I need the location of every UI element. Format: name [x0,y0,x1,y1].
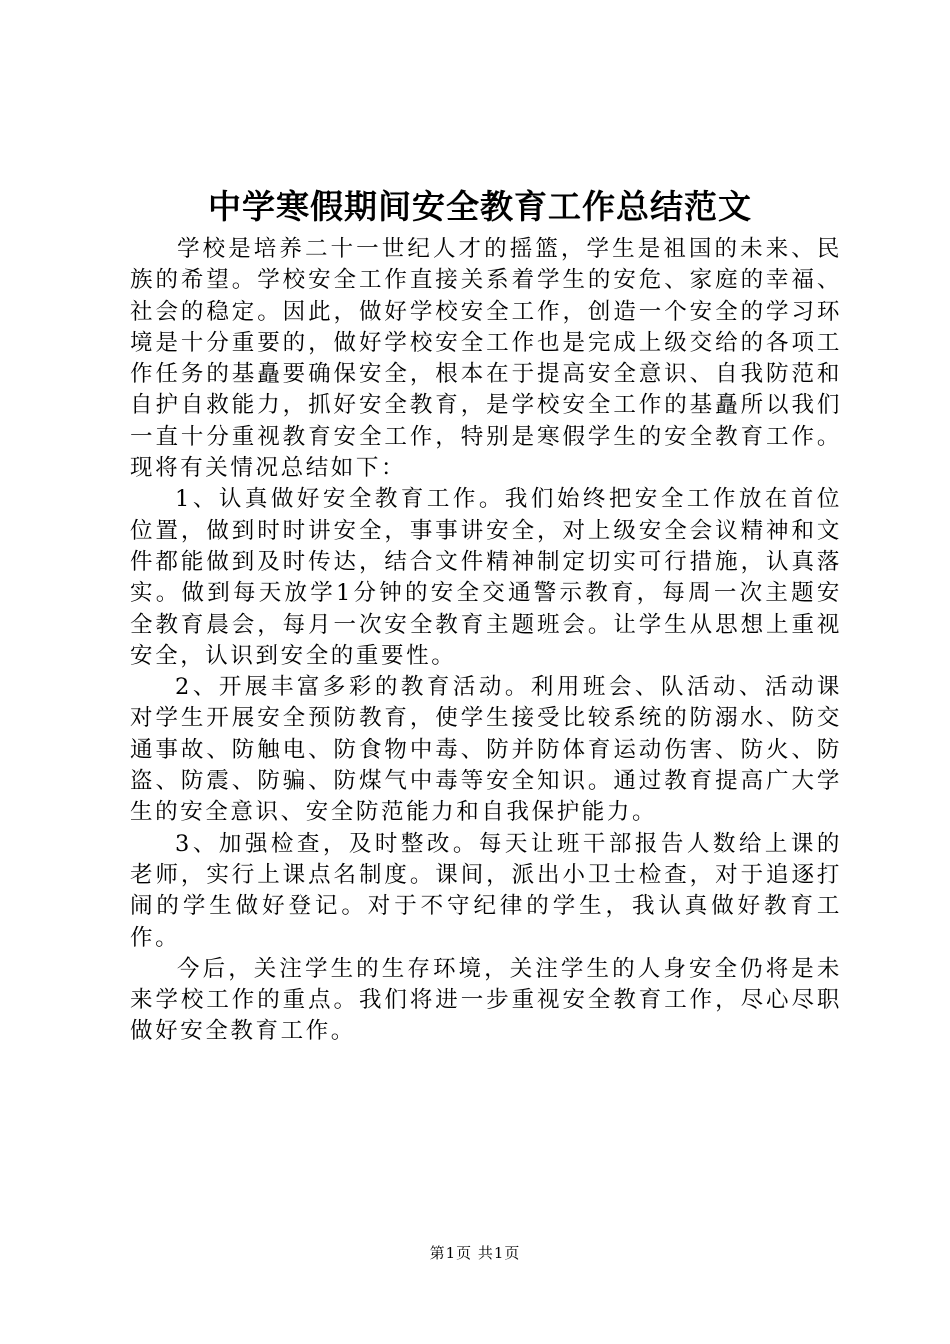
paragraph-item-1: 1、认真做好安全教育工作。我们始终把安全工作放在首位位置，做到时时讲安全，事事讲安全，对上级安全会议精神和文件都能做到及时传达，结合文件精神制定切实可行措施，认真落实。做到每天放学1分钟的安全交通警示教育，每周一次主题安全教育晨会，每月一次安全教育主题班会。让学生从思想上重视安全，认识到安全的重要性。 [130,486,842,669]
paragraph-item-3: 3、加强检查，及时整改。每天让班干部报告人数给上课的老师，实行上课点名制度。课间，派出小卫士检查，对于追逐打闹的学生做好登记。对于不守纪律的学生，我认真做好教育工作。 [130,830,842,951]
document-title: 中学寒假期间安全教育工作总结范文 [208,187,752,226]
document-body [130,234,842,1048]
paragraph-conclusion: 今后，关注学生的生存环境，关注学生的人身安全仍将是未来学校工作的重点。我们将进一步重视安全教育工作，尽心尽职做好安全教育工作。 [130,955,842,1045]
paragraph-intro: 学校是培养二十一世纪人才的摇篮，学生是祖国的未来、民族的希望。学校安全工作直接关系着学生的安危、家庭的幸福、社会的稳定。因此，做好学校安全工作，创造一个安全的学习环境是十分重要的，做好学校安全工作也是完成上级交给的各项工作任务的基矗要确保安全，根本在于提高安全意识、自我防范和自护自救能力，抓好安全教育，是学校安全工作的基矗所以我们一直十分重视教育安全工作，特别是寒假学生的安全教育工作。现将有关情况总结如下： [130,236,842,482]
paragraph-item-2: 2、开展丰富多彩的教育活动。利用班会、队活动、活动课对学生开展安全预防教育，使学生接受比较系统的防溺水、防交通事故、防触电、防食物中毒、防并防体育运动伤害、防火、防盗、防震、防骗、防煤气中毒等安全知识。通过教育提高广大学生的安全意识、安全防范能力和自我保护能力。 [130,674,842,826]
page-footer: 第1页 共1页 [429,1244,521,1262]
